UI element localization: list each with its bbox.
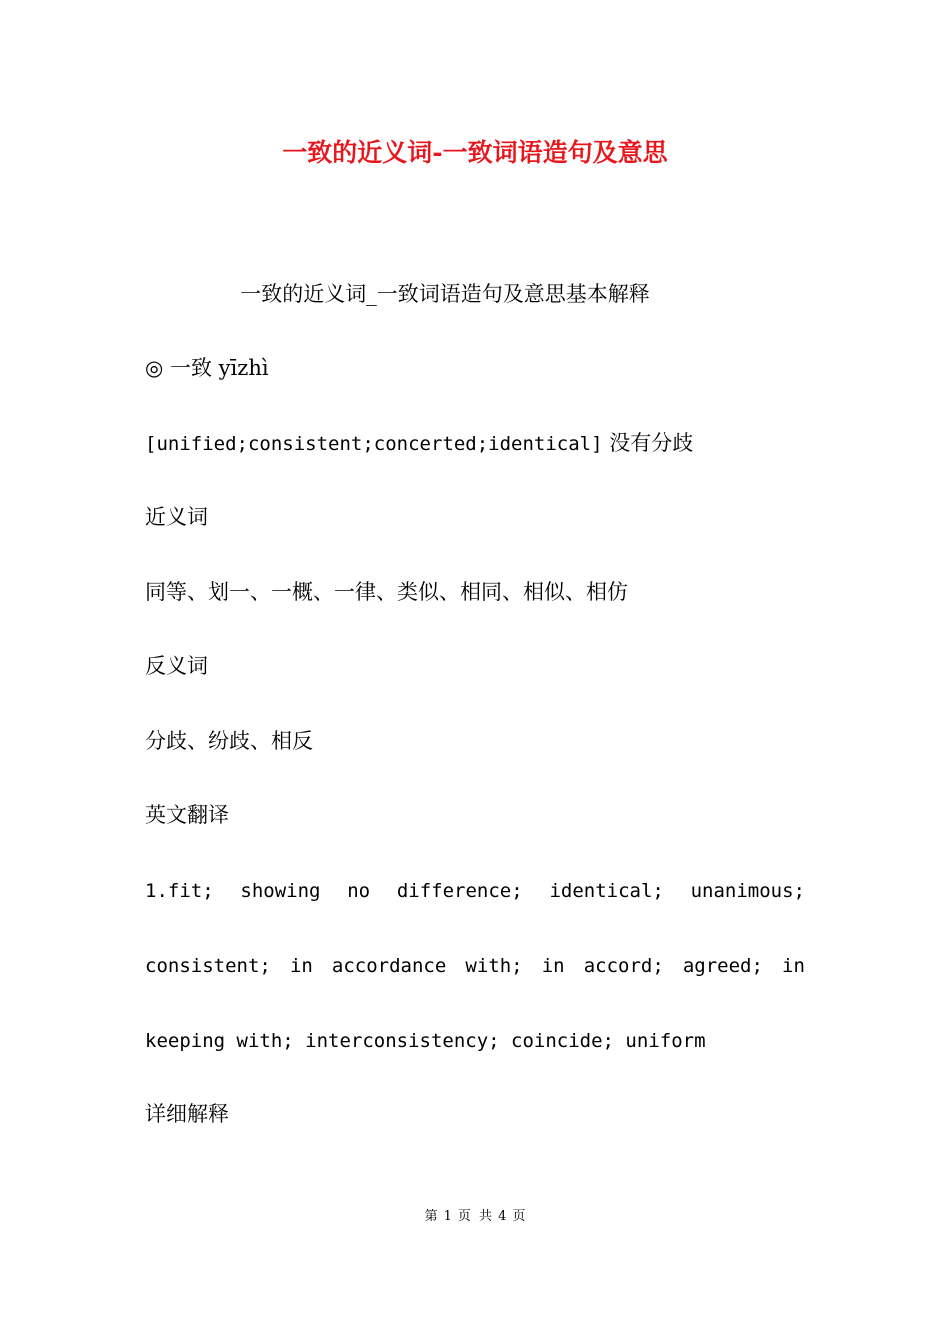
definition-chinese: 没有分歧 <box>609 431 694 455</box>
translation-word: in <box>541 955 565 977</box>
translation-heading: 英文翻译 <box>145 803 229 827</box>
document-title: 一致的近义词-一致词语造句及意思 <box>282 138 668 167</box>
translation-word: with; <box>465 955 523 977</box>
footer-prefix: 第 <box>424 1209 438 1224</box>
document-subtitle: 一致的近义词_一致词语造句及意思基本解释 <box>240 282 650 306</box>
translation-word: difference; <box>396 880 523 902</box>
translation-word: accord; <box>583 955 664 977</box>
translation-word: agreed; <box>682 955 763 977</box>
translation-line-3: keeping with; interconsistency; coincide; uniform <box>145 1030 706 1052</box>
footer-mid: 页 共 <box>457 1209 493 1224</box>
definition-english: [unified;consistent;concerted;identical] <box>145 433 603 455</box>
translation-line-2 <box>145 951 805 981</box>
antonyms-heading: 反义词 <box>145 654 208 678</box>
translation-word: in <box>289 955 313 977</box>
translation-word: showing <box>240 880 321 902</box>
translation-word: accordance <box>331 955 447 977</box>
synonyms-heading: 近义词 <box>145 505 208 529</box>
definition-line <box>145 428 693 459</box>
pinyin-line: ◎ 一致 yīzhì <box>145 356 269 380</box>
antonyms-list: 分歧、纷歧、相反 <box>145 729 313 753</box>
translation-word: identical; <box>549 880 664 902</box>
translation-word: consistent; <box>145 955 271 977</box>
page-footer <box>0 1207 950 1227</box>
synonyms-list: 同等、划一、一概、一律、类似、相同、相似、相仿 <box>145 580 628 604</box>
footer-total-pages: 4 <box>498 1209 507 1224</box>
translation-word: no <box>347 880 371 902</box>
footer-page-number: 1 <box>443 1209 452 1224</box>
footer-suffix: 页 <box>512 1209 526 1224</box>
translation-word: unanimous; <box>690 880 805 902</box>
translation-word: in <box>782 955 805 977</box>
detail-heading: 详细解释 <box>145 1102 229 1126</box>
translation-line-1 <box>145 876 805 906</box>
translation-word: 1.fit; <box>145 880 214 902</box>
